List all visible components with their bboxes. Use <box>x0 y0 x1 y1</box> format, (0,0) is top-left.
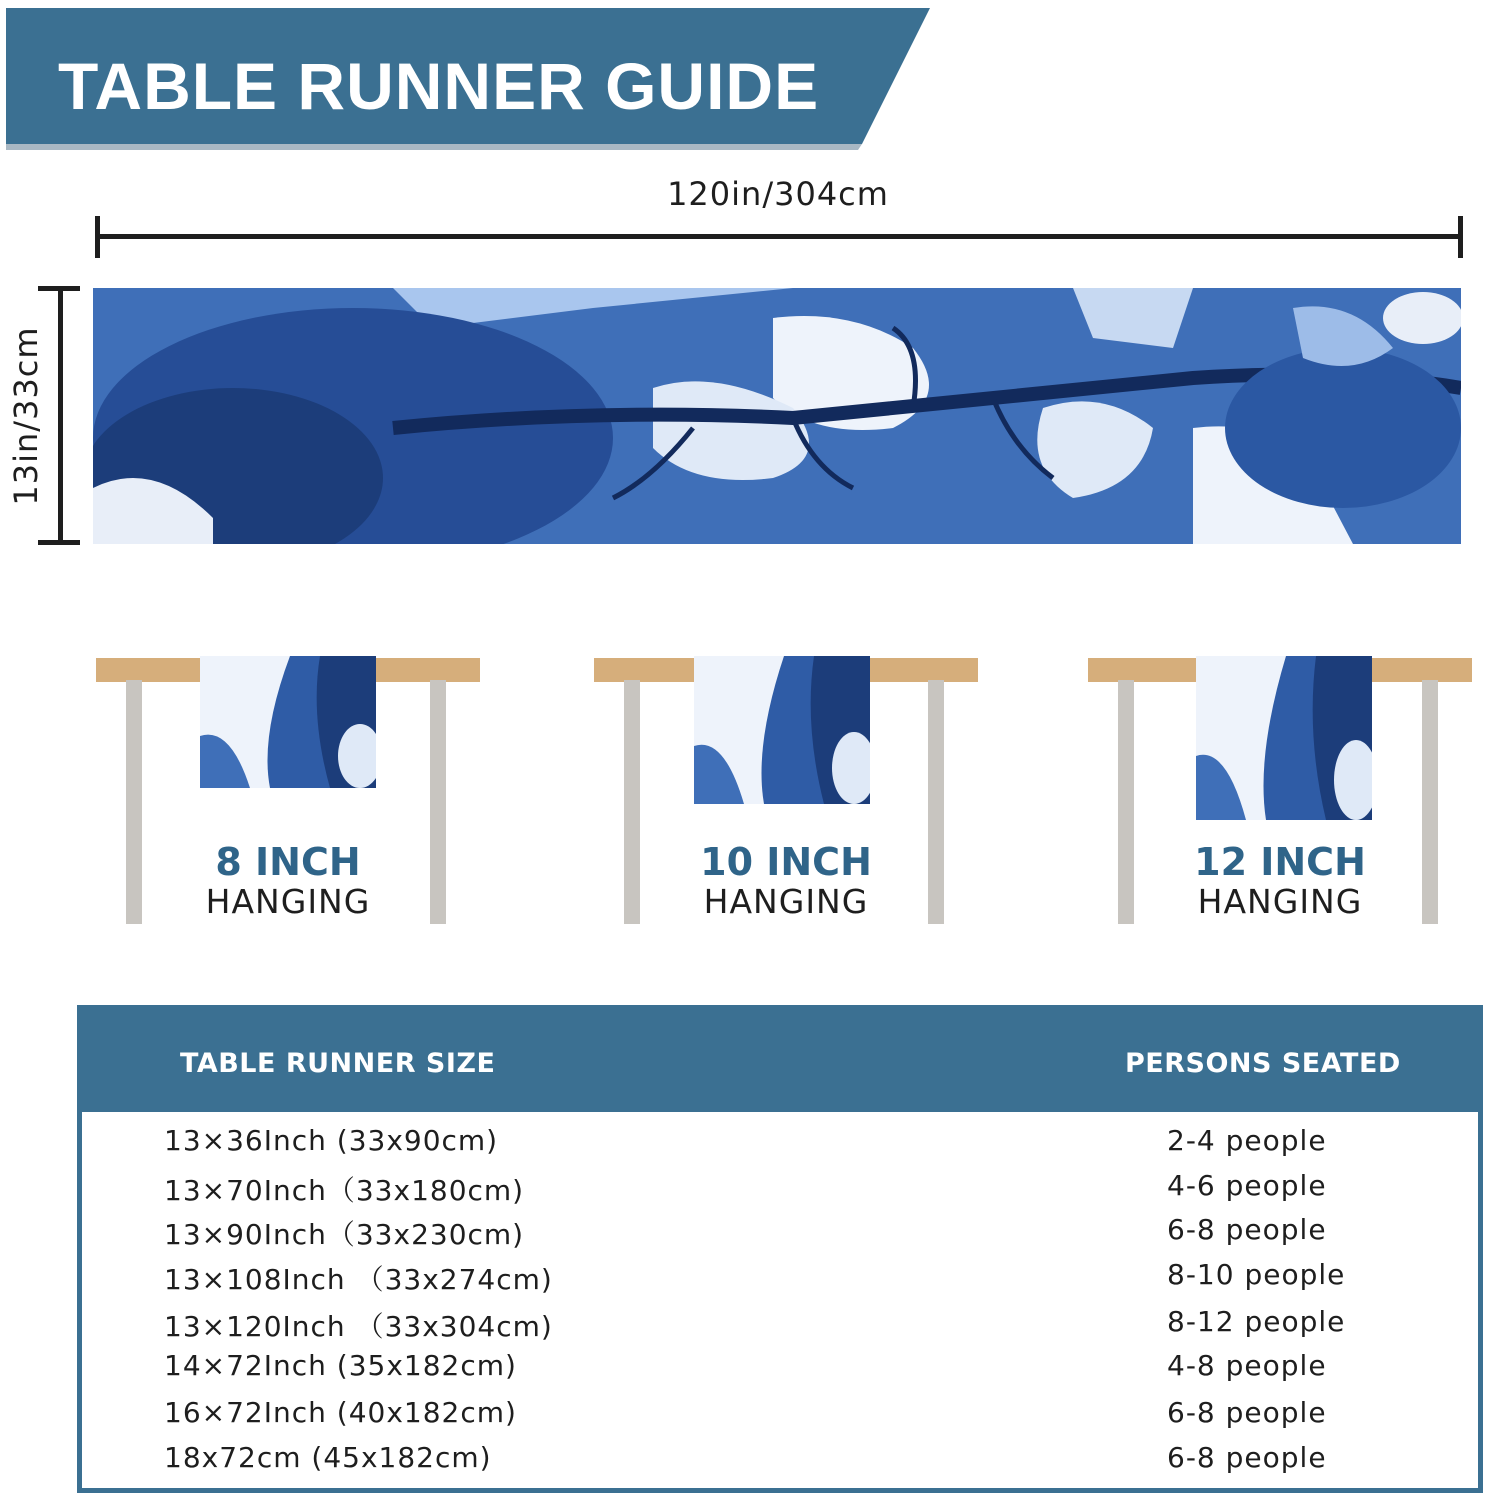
size-cell: 14×72Inch (35x182cm) <box>164 1349 517 1382</box>
table-10-inch <box>594 650 978 930</box>
column-header-size: TABLE RUNNER SIZE <box>180 1048 496 1079</box>
size-cell: 13×120Inch （33x304cm) <box>164 1310 553 1343</box>
height-dimension-label: 13in/33cm <box>7 326 45 506</box>
size-chart-table <box>77 1005 1483 1493</box>
table-runner-image <box>93 288 1461 544</box>
hanging-runner-image <box>1196 656 1372 820</box>
table-row <box>82 1258 1478 1298</box>
table-row <box>82 1396 1478 1436</box>
title-banner <box>6 8 930 150</box>
table-12-inch <box>1088 650 1472 930</box>
column-header-persons: PERSONS SEATED <box>1125 1048 1401 1079</box>
table-row <box>82 1305 1478 1345</box>
size-cell: 18x72cm (45x182cm) <box>164 1441 492 1474</box>
table-row <box>82 1349 1478 1389</box>
size-cell: 13×36Inch (33x90cm) <box>164 1124 499 1157</box>
persons-cell: 8-12 people <box>1167 1305 1346 1338</box>
hanging-label: HANGING <box>205 882 371 921</box>
table-row <box>82 1124 1478 1164</box>
size-chart-header <box>82 1010 1478 1112</box>
persons-cell: 4-6 people <box>1167 1169 1327 1202</box>
persons-cell: 2-4 people <box>1167 1124 1327 1157</box>
hanging-size-label: 10 INCH <box>700 840 872 884</box>
persons-cell: 6-8 people <box>1167 1396 1327 1429</box>
table-row <box>82 1213 1478 1253</box>
size-cell: 13×108Inch （33x274cm) <box>164 1263 553 1296</box>
table-8-inch <box>96 650 480 930</box>
width-dimension-label: 120in/304cm <box>667 175 889 213</box>
hanging-label: HANGING <box>703 882 869 921</box>
persons-cell: 4-8 people <box>1167 1349 1327 1382</box>
table-row <box>82 1169 1478 1209</box>
size-cell: 13×70Inch（33x180cm) <box>164 1174 525 1207</box>
hanging-label: HANGING <box>1197 882 1363 921</box>
hanging-runner-image <box>694 656 870 804</box>
persons-cell: 8-10 people <box>1167 1258 1346 1291</box>
hanging-size-label: 8 INCH <box>215 840 361 884</box>
height-dimension-line <box>58 288 63 544</box>
persons-cell: 6-8 people <box>1167 1213 1327 1246</box>
width-dimension-line <box>97 234 1461 239</box>
hanging-size-label: 12 INCH <box>1194 840 1366 884</box>
persons-cell: 6-8 people <box>1167 1441 1327 1474</box>
size-cell: 13×90Inch（33x230cm) <box>164 1218 525 1251</box>
width-dimension-cap-right <box>1458 216 1463 258</box>
table-row <box>82 1441 1478 1481</box>
page-title: TABLE RUNNER GUIDE <box>58 49 820 123</box>
hanging-runner-image <box>200 656 376 788</box>
size-cell: 16×72Inch (40x182cm) <box>164 1396 517 1429</box>
width-dimension-cap-left <box>95 216 100 258</box>
